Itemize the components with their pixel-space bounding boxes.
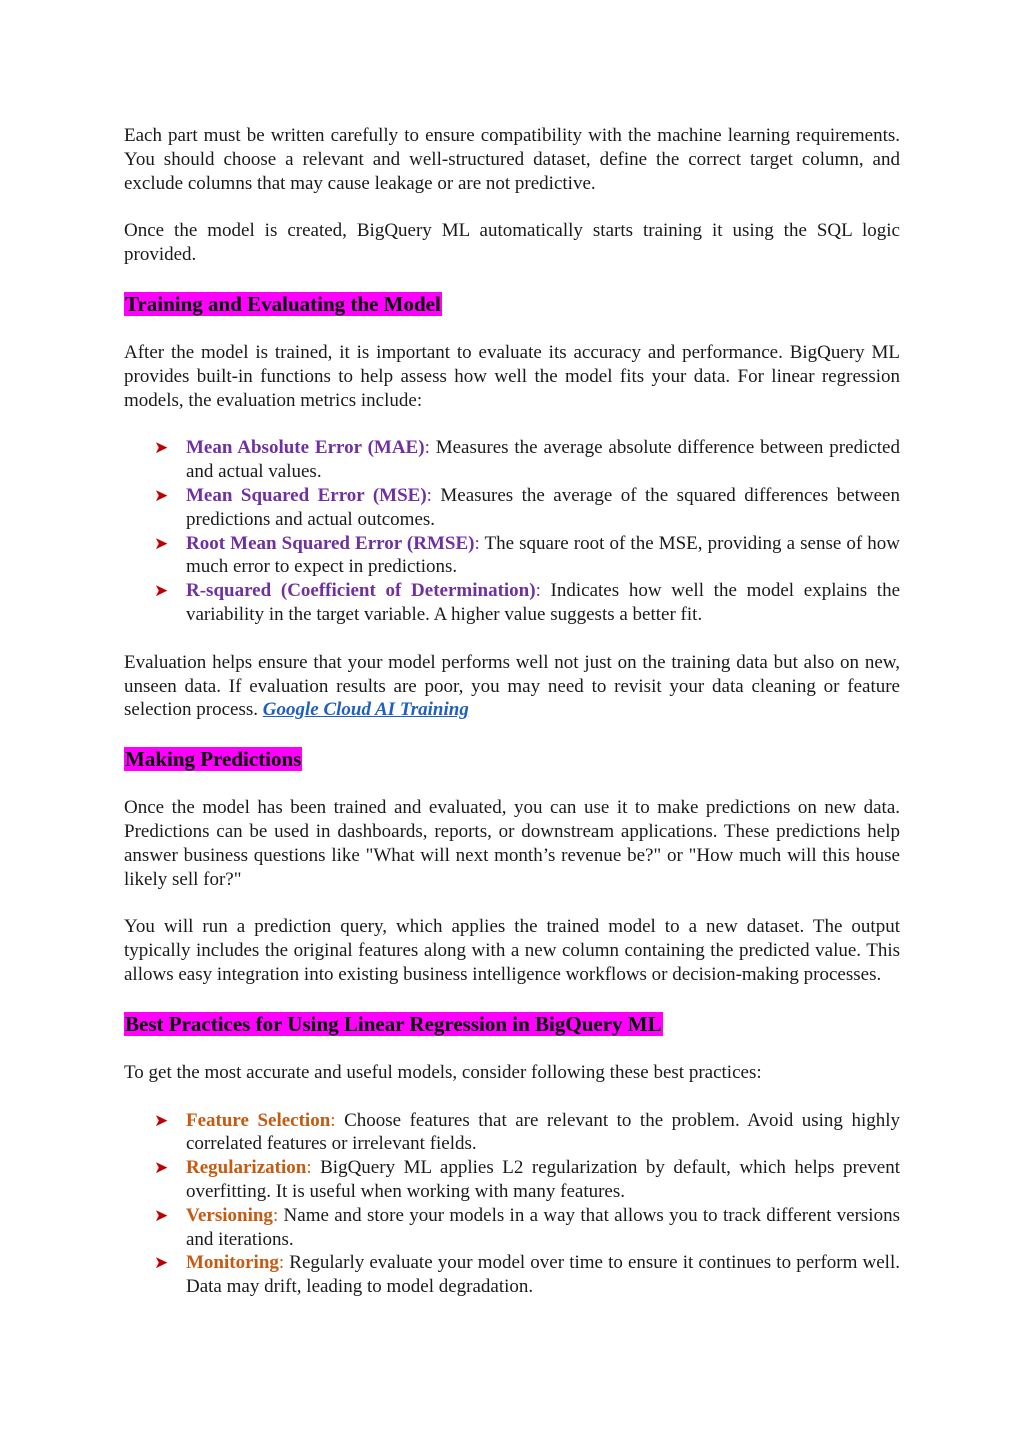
list-item bbox=[124, 484, 900, 532]
list-item bbox=[124, 1156, 900, 1204]
practice-term: Regularization bbox=[186, 1157, 307, 1179]
predictions-heading: Making Predictions bbox=[125, 747, 302, 772]
arrowhead-bullet-icon: ➤ bbox=[154, 1110, 169, 1131]
arrowhead-bullet-icon: ➤ bbox=[154, 1158, 169, 1179]
metric-term: Root Mean Squared Error (RMSE) bbox=[186, 532, 475, 554]
intro-paragraph-1: Each part must be written carefully to ensure compatibility with the machine learning requirements. You should choose a relevant and well-structured dataset, define the correct target column, and exclude columns that may cause leakage or are not predictive. bbox=[124, 125, 900, 194]
metric-colon: : bbox=[424, 437, 430, 459]
metric-term: R-squared (Coefficient of Determination) bbox=[186, 580, 536, 602]
metric-term: Mean Absolute Error (MAE) bbox=[186, 437, 425, 459]
practice-description: Choose features that are relevant to the problem. Avoid using highly correlated features or irrelevant fields. bbox=[186, 1109, 901, 1155]
arrowhead-bullet-icon: ➤ bbox=[154, 1205, 169, 1226]
training-paragraph-1: After the model is trained, it is important to evaluate its accuracy and performance. BigQuery ML provides built-in functions to help assess how well the model fits your data. For linear regression models, the evaluation metrics include: bbox=[124, 341, 900, 411]
arrowhead-bullet-icon: ➤ bbox=[154, 485, 169, 506]
metric-description: The square root of the MSE, providing a sense of how much error to expect in predictions. bbox=[186, 532, 901, 578]
predictions-paragraph-1: Once the model has been trained and evaluated, you can use it to make predictions on new data. Predictions can be used in dashboards, reports, or downstream applications. These predictions help answer business questions like "What will next month’s revenue be?" or "How much will this house likely sell for?" bbox=[124, 797, 900, 890]
intro-paragraph-2: Once the model is created, BigQuery ML automatically starts training it using the SQL logic provided. bbox=[124, 220, 900, 266]
list-item bbox=[124, 1109, 900, 1157]
training-heading: Training and Evaluating the Model bbox=[125, 291, 441, 316]
practice-term: Monitoring bbox=[186, 1252, 279, 1274]
practice-description: Name and store your models in a way that allows you to track different versions and iterations. bbox=[186, 1204, 900, 1250]
best-practices-heading: Best Practices for Using Linear Regression in BigQuery ML bbox=[125, 1011, 662, 1036]
practice-colon: : bbox=[306, 1157, 312, 1179]
section-best-practices bbox=[124, 1011, 900, 1037]
practice-description: Regularly evaluate your model over time to ensure it continues to perform well. Data may drift, leading to model degradation. bbox=[186, 1252, 900, 1298]
document-body bbox=[124, 124, 900, 1323]
metric-colon: : bbox=[535, 580, 541, 602]
practice-colon: : bbox=[278, 1252, 285, 1274]
list-item bbox=[124, 532, 900, 580]
section-predictions bbox=[124, 746, 900, 772]
list-item bbox=[124, 579, 900, 627]
metric-description: Measures the average absolute difference between predicted and actual values. bbox=[186, 437, 900, 483]
metric-colon: : bbox=[426, 484, 432, 506]
practice-description: BigQuery ML applies L2 regularization by default, which helps prevent overfitting. It is useful when working with many features. bbox=[186, 1157, 900, 1202]
practice-colon: : bbox=[330, 1109, 336, 1131]
evaluation-text: Evaluation helps ensure that your model performs well not just on the training data but also on new, unseen data. If evaluation results are poor, you may need to revisit your data cleaning or feature selection process. bbox=[124, 651, 900, 721]
list-item bbox=[124, 1204, 900, 1252]
list-item bbox=[124, 1251, 900, 1299]
metrics-list bbox=[124, 436, 900, 626]
arrowhead-bullet-icon: ➤ bbox=[154, 533, 169, 554]
arrowhead-bullet-icon: ➤ bbox=[154, 581, 169, 602]
metric-description: Measures the average of the squared differences between predictions and actual outcomes. bbox=[186, 484, 900, 530]
best-practices-list bbox=[124, 1109, 900, 1299]
metric-term: Mean Squared Error (MSE) bbox=[186, 484, 427, 506]
practice-term: Versioning bbox=[186, 1204, 273, 1226]
metric-colon: : bbox=[474, 532, 480, 554]
section-training bbox=[124, 291, 900, 317]
google-cloud-ai-training-link[interactable]: Google Cloud AI Training bbox=[262, 699, 469, 721]
training-paragraph-2 bbox=[124, 651, 900, 722]
arrowhead-bullet-icon: ➤ bbox=[154, 438, 169, 459]
metric-description: Indicates how well the model explains the variability in the target variable. A higher value suggests a better fit. bbox=[186, 580, 901, 625]
arrowhead-bullet-icon: ➤ bbox=[154, 1253, 169, 1274]
predictions-paragraph-2: You will run a prediction query, which applies the trained model to a new dataset. The output typically includes the original features along with a new column containing the predicted value. This allows easy integration into existing business intelligence workflows or decision-making processes. bbox=[124, 916, 900, 985]
best-practices-paragraph-1: To get the most accurate and useful models, consider following these best practices: bbox=[124, 1061, 762, 1083]
practice-colon: : bbox=[272, 1204, 279, 1226]
practice-term: Feature Selection bbox=[186, 1109, 331, 1131]
list-item bbox=[124, 436, 900, 484]
